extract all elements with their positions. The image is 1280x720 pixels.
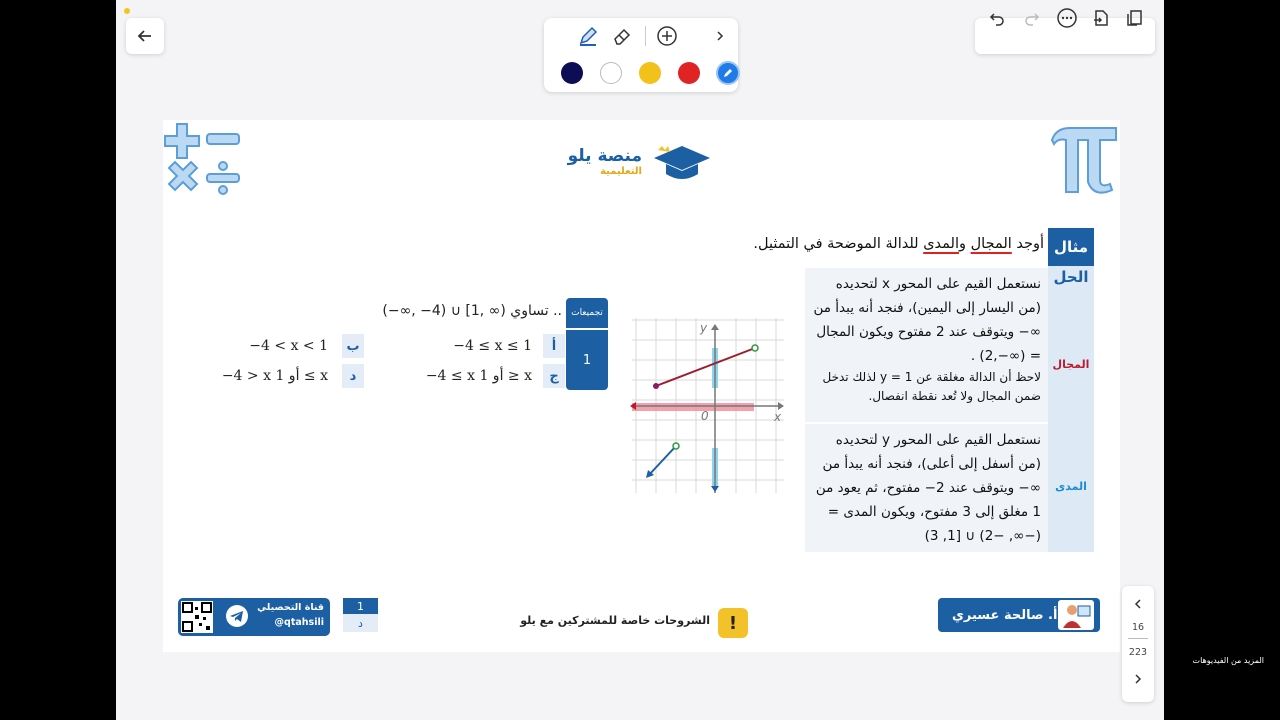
y-axis-label: y [700,321,708,335]
undo-button[interactable] [984,5,1010,31]
x-axis-label: x [774,410,782,424]
prev-page-button[interactable] [1126,592,1150,616]
pen-icon [577,25,599,47]
practice-stem: (−∞, −4) ∪ [1, ∞) تساوي .. [382,303,562,319]
question-prefix: أوجد [1011,236,1044,252]
range-explanation: نستعمل القيم على المحور y لتحديده (من أسفل إلى أعلى)، فنجد أنه يبدأ من ∞− ويتوقف عند 2− مفتوح، ثم يعود من 1 مغلق إلى 3 مفتوح، ويكون المدى = (−∞, −2) ∪ [1, 3) [815,432,1041,544]
pen-tool-button[interactable] [575,23,601,49]
domain-label: المجال [1052,358,1090,371]
chevron-left-icon [1131,597,1145,611]
option-text-b[interactable]: −4 < x < 1 [249,338,328,354]
example-label: مثال [1048,228,1094,266]
open-endpoint-upper [752,345,758,351]
more-button[interactable] [1054,5,1080,31]
closed-endpoint [653,383,659,389]
domain-explanation: نستعمل القيم على المحور x لتحديده (من اليسار إلى اليمين)، فنجد أنه يبدأ من ∞− ويتوقف عند 2 مفتوح ويكون المجال = (∞−,2) . [813,276,1041,364]
eraser-tool-button[interactable] [609,23,635,49]
color-swatch-yellow[interactable] [639,62,661,84]
total-pages: 223 [1128,647,1148,658]
toolbar-divider [645,26,646,46]
arrow-left-icon [136,27,154,45]
warning-icon: ! [718,608,748,638]
answer-key [343,598,378,634]
current-page: 16 [1131,622,1145,633]
practice-number: 1 [566,330,608,390]
eraser-icon [611,25,633,47]
chevron-right-icon [1131,672,1145,686]
more-icon [1056,7,1078,29]
telegram-icon [225,604,249,628]
chevron-right-icon [713,29,727,43]
brand-tagline: التعليمية [600,166,642,177]
pi-symbol-icon [1046,122,1120,196]
domain-highlight [632,403,754,411]
question-suffix: للدالة الموضحة في التمثيل. [753,236,924,252]
more-videos-link[interactable]: المزيد من الفيديوهات [1192,656,1264,665]
answer-number: 1 [343,598,378,614]
qr-code-icon [181,601,213,633]
question-and: و [959,236,971,252]
function-graph [624,268,804,498]
export-icon [1091,8,1111,28]
solution-label: الحل [1053,268,1089,286]
origin-label: 0 [701,409,709,423]
subscriber-note: الشروحات خاصة للمشتركين مع يلو [520,614,710,627]
answer-letter: د [343,614,378,632]
page-divider [1128,638,1148,639]
option-letter-d[interactable]: د [342,364,364,388]
color-swatch-white[interactable] [600,62,622,84]
domain-note: لاحظ أن الدالة مغلقة عن 1 = y لذلك تدخل ضمن المجال ولا تُعد نقطة انفصال. [822,370,1041,403]
back-button[interactable] [126,18,164,54]
color-swatch-navy[interactable] [561,62,583,84]
practice-header: تجميعات [566,298,608,328]
status-dot [124,8,130,14]
color-swatch-blue[interactable] [716,61,740,85]
open-endpoint-lower [673,443,679,449]
range-explanation-box [805,424,1048,552]
undo-icon [988,9,1006,27]
export-button[interactable] [1088,5,1114,31]
copy-button[interactable] [1121,5,1147,31]
range-label: المدى [1055,480,1087,493]
question-range: المدى [923,236,959,252]
graduation-cap-logo-icon [650,142,712,182]
solution-sidebar [1048,266,1094,552]
teacher-name: أ. صالحة عسيري [952,607,1058,623]
option-letter-c[interactable]: ج [543,364,565,388]
question-text [700,236,1044,252]
color-swatch-red[interactable] [678,62,700,84]
option-text-c[interactable]: −4 ≤ x أو 1 ≥ x [425,368,532,384]
next-page-button[interactable] [1126,667,1150,691]
brand-name: منصة يلو [567,146,642,166]
redo-button[interactable] [1019,5,1045,31]
toolbar-expand-button[interactable] [707,23,733,49]
channel-handle: @qtahsili [274,617,324,628]
teacher-avatar-icon [1058,600,1094,630]
pen-icon [722,67,734,79]
lower-ray [648,446,676,476]
option-text-a[interactable]: −4 ≤ x ≤ 1 [453,338,532,354]
copy-icon [1124,8,1144,28]
option-text-d[interactable]: −4 > x أو 1 ≤ x [221,368,328,384]
add-icon [656,25,678,47]
option-letter-a[interactable]: أ [543,334,565,358]
add-tool-button[interactable] [654,23,680,49]
redo-icon [1023,9,1041,27]
question-domain: المجال [970,236,1012,252]
domain-explanation-box [805,268,1048,422]
channel-name: قناة التحصيلي [257,602,324,613]
math-symbols-icon [163,122,245,202]
option-letter-b[interactable]: ب [342,334,364,358]
